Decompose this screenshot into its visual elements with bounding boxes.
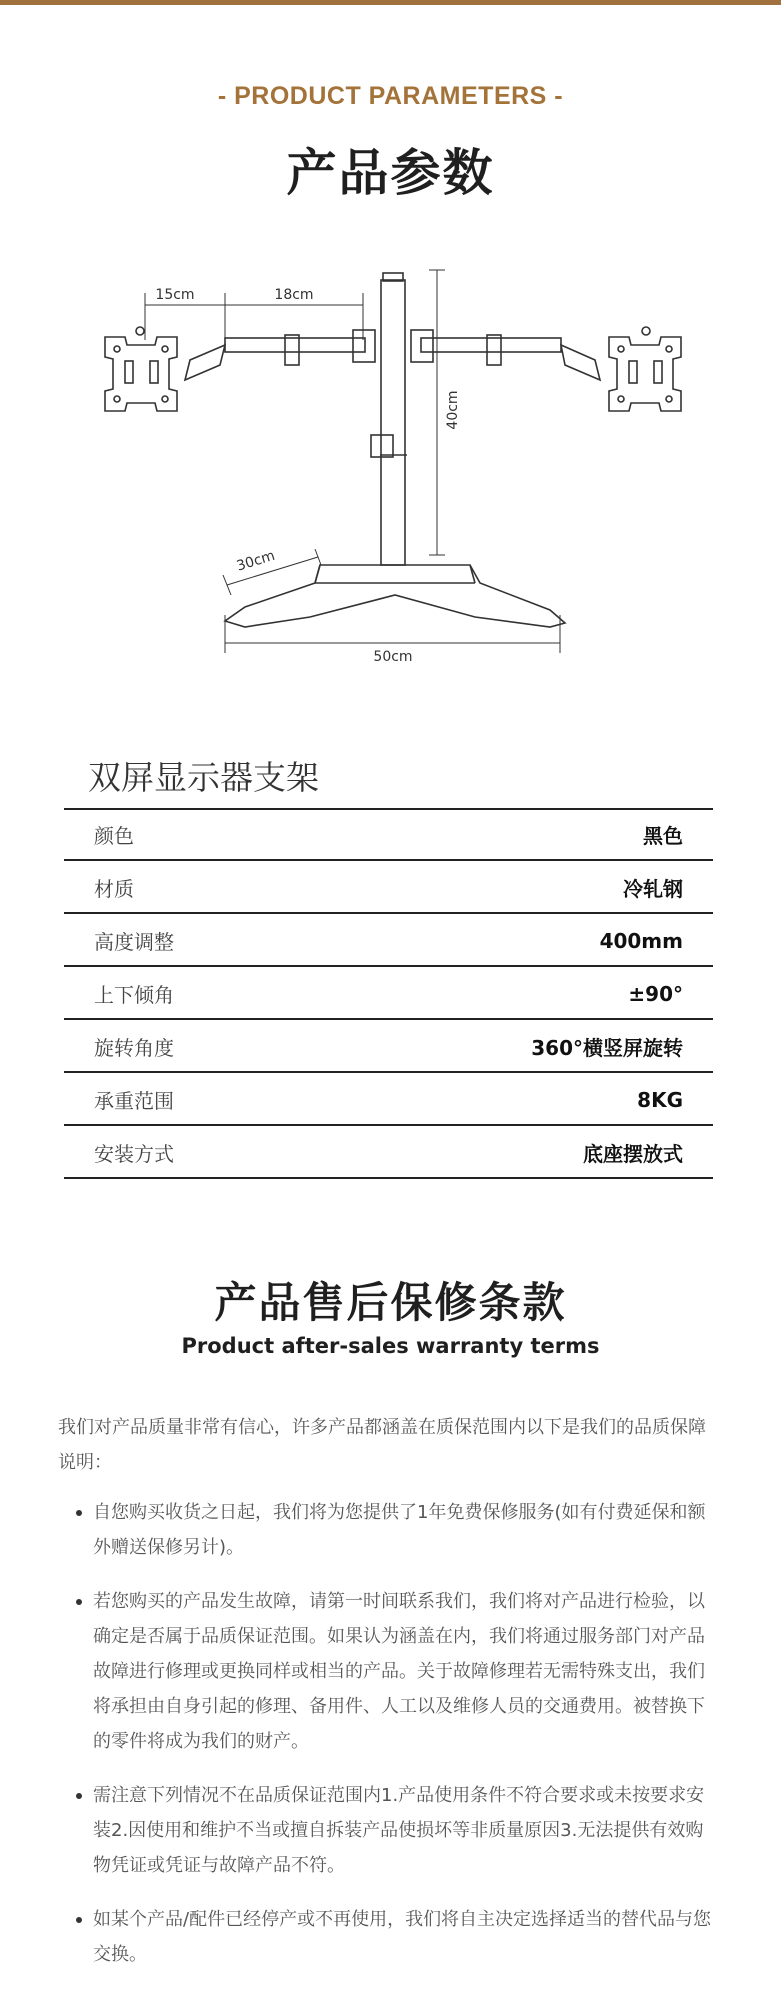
spec-value: 冷轧钢 [623, 877, 683, 901]
spec-row-material [64, 863, 713, 914]
warranty-title-en: Product after-sales warranty terms [181, 1334, 600, 1358]
spec-table [64, 808, 713, 1179]
dim-arm-inner-label: 18cm [274, 287, 314, 303]
warranty-intro: 我们对产品质量非常有信心，许多产品都涵盖在质保范围内以下是我们的品质保障说明： [58, 1417, 706, 1473]
spec-row-height [64, 916, 713, 967]
dim-pole-label: 40cm [445, 390, 461, 430]
monitor-stand-diagram [95, 265, 695, 665]
warranty-term: 如某个产品/配件已经停产或不再使用，我们将自主决定选择适当的替代品与您交换。 [58, 1902, 714, 1972]
warranty-term: 自您购买收货之日起，我们将为您提供了1年免费保修服务(如有付费延保和额外赠送保修另计)。 [58, 1495, 714, 1565]
spec-label: 旋转角度 [94, 1036, 174, 1060]
spec-row-color [64, 810, 713, 861]
spec-label: 高度调整 [94, 930, 174, 954]
warranty-title-zh: 产品售后保修条款 [214, 1278, 567, 1327]
spec-table-title: 双屏显示器支架 [88, 758, 319, 797]
warranty-term: 若您购买的产品发生故障，请第一时间联系我们，我们将对产品进行检验，以确定是否属于品质保证范围。如果认为涵盖在内，我们将通过服务部门对产品故障进行修理或更换同样或相当的产品。关于故障修理若无需特殊支出，我们将承担由自身引起的修理、备用件、人工以及维修人员的交通费用。被替换下的零件将成为我们的财产。 [58, 1584, 714, 1759]
spec-value: ±90° [628, 981, 683, 1006]
spec-label: 上下倾角 [94, 983, 174, 1007]
dim-arm-outer-label: 15cm [155, 287, 195, 303]
dim-foot-label: 30cm [234, 547, 277, 575]
warranty-terms-list [58, 1495, 714, 1991]
spec-row-load [64, 1075, 713, 1126]
top-accent-bar [0, 0, 781, 5]
section-title-zh: 产品参数 [286, 144, 495, 202]
spec-row-mount [64, 1128, 713, 1179]
spec-label: 安装方式 [94, 1142, 174, 1166]
section-title-en: - PRODUCT PARAMETERS - [217, 82, 564, 110]
spec-value: 底座摆放式 [583, 1142, 683, 1166]
spec-value: 400mm [599, 928, 683, 953]
spec-value: 8KG [637, 1087, 683, 1112]
spec-value: 360°横竖屏旋转 [531, 1036, 683, 1060]
spec-row-tilt [64, 969, 713, 1020]
dim-base-label: 50cm [373, 649, 413, 665]
spec-label: 颜色 [94, 824, 134, 848]
spec-row-rotation [64, 1022, 713, 1073]
spec-value: 黑色 [643, 824, 683, 848]
warranty-term: 需注意下列情况不在品质保证范围内1.产品使用条件不符合要求或未按要求安装2.因使用和维护不当或擅自拆装产品使损坏等非质量原因3.无法提供有效购物凭证或凭证与故障产品不符。 [58, 1778, 714, 1883]
spec-label: 材质 [94, 877, 134, 901]
spec-label: 承重范围 [94, 1089, 174, 1113]
